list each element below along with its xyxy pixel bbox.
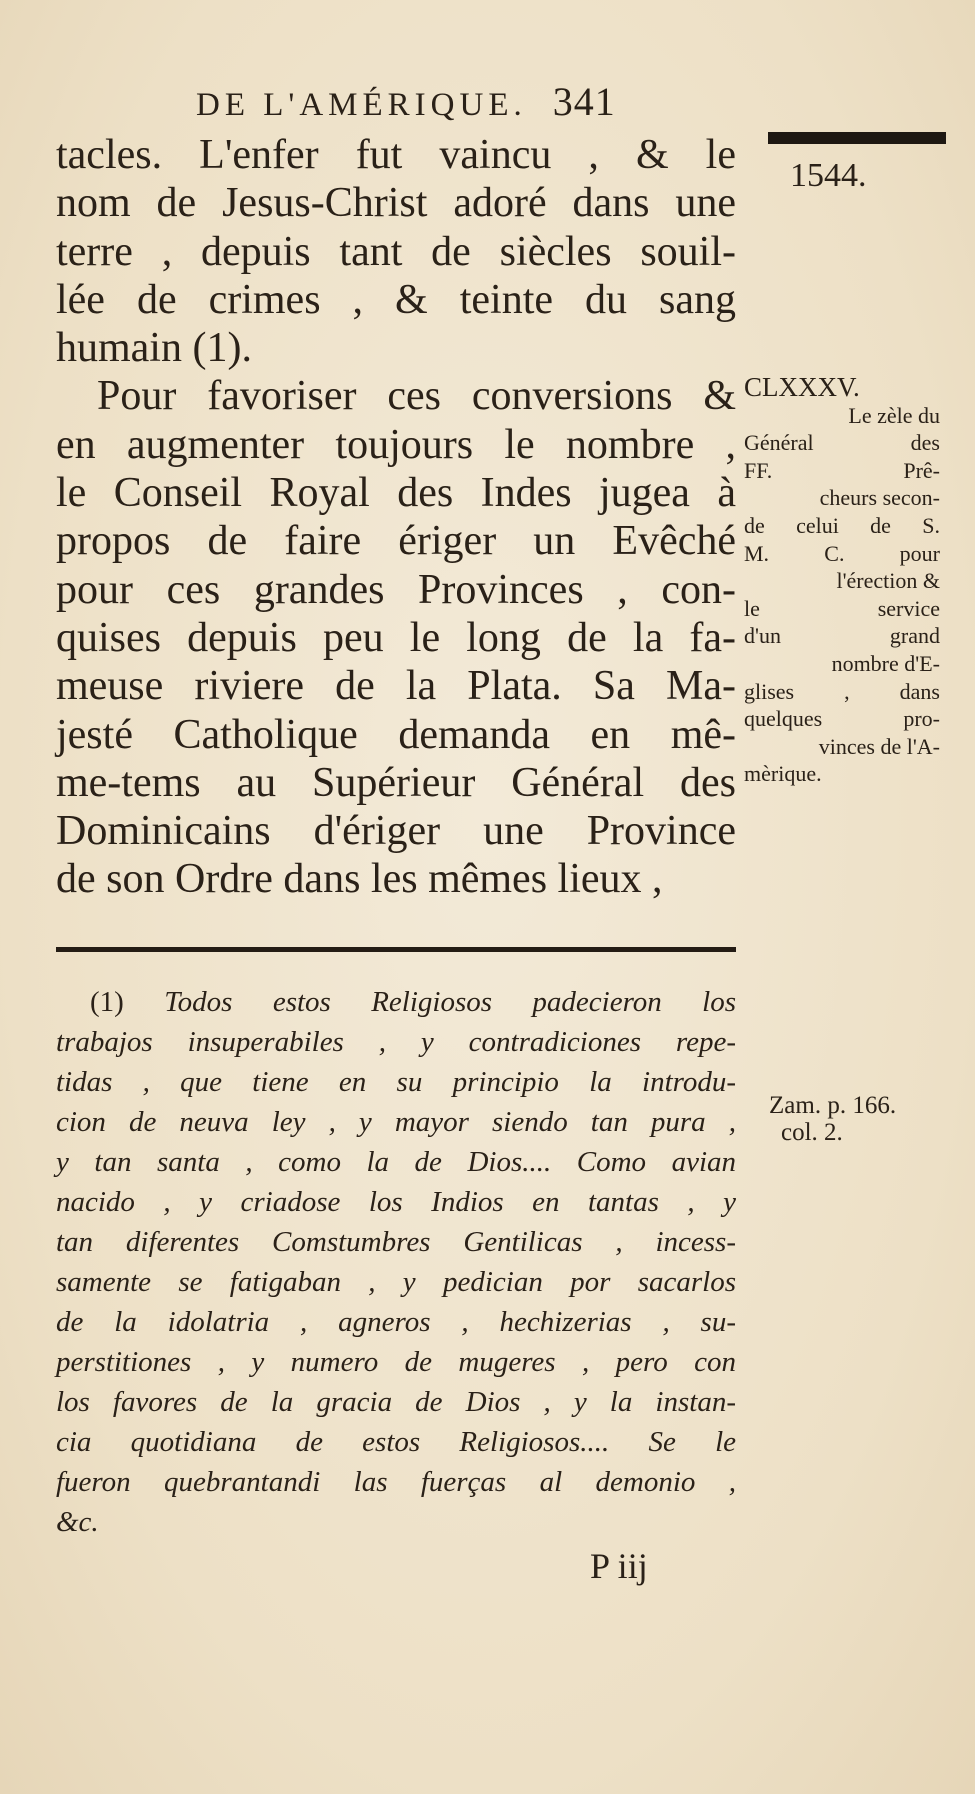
- margin-note: [744, 374, 940, 788]
- main-text-line: le Conseil Royal des Indes jugea à: [56, 470, 736, 517]
- margin-note-line: l'érection &: [836, 568, 940, 594]
- footnote-mark: (1): [90, 986, 124, 1018]
- margin-year: 1544.: [790, 157, 867, 194]
- main-text-line: lée de crimes , & teinte du sang: [56, 276, 736, 323]
- footnote-reference: [769, 1092, 896, 1146]
- main-text-line: pour ces grandes Provinces , con-: [56, 566, 736, 613]
- margin-note-line: de celui de S.: [744, 512, 940, 538]
- footnote-line: fueron quebrantandi las fuerças al demonio ,: [56, 1466, 736, 1498]
- footnote-line: perstitiones , y numero de mugeres , pero con: [56, 1346, 736, 1378]
- footnote-line: tidas , que tiene en su principio la introdu-: [56, 1066, 736, 1098]
- footnote-line: tan diferentes Comstumbres Gentilicas , incess-: [56, 1226, 736, 1258]
- main-text-line: jesté Catholique demanda en mê-: [56, 711, 736, 758]
- footnote-line: [56, 982, 736, 1022]
- footnote-line: los favores de la gracia de Dios , y la instan-: [56, 1386, 736, 1418]
- margin-note-line: nombre d'E-: [831, 650, 940, 676]
- margin-note-line: mèrique.: [744, 761, 822, 787]
- margin-year-rule: [768, 132, 946, 144]
- main-text-line: meuse riviere de la Plata. Sa Ma-: [56, 663, 736, 710]
- footnote-line: de la idolatria , agneros , hechizerias , su-: [56, 1306, 736, 1338]
- footnote-line: samente se fatigaban , y pedician por sacarlos: [56, 1266, 736, 1298]
- footnote-line: nacido , y criadose los Indios en tantas , y: [56, 1186, 736, 1218]
- main-text-line: de son Ordre dans les mêmes lieux ,: [56, 856, 663, 903]
- signature-mark: P iij: [590, 1546, 648, 1586]
- reference-source: Zam. p. 166.: [769, 1092, 897, 1119]
- main-text-line: tacles. L'enfer fut vaincu , & le: [56, 132, 736, 178]
- margin-note-line: le service: [744, 595, 940, 621]
- main-text-line: me-tems au Supérieur Général des: [56, 759, 736, 806]
- running-title: DE L'AMÉRIQUE.: [196, 87, 527, 123]
- reference-column: col. 2.: [781, 1119, 843, 1146]
- main-text-line: terre , depuis tant de siècles souil-: [56, 228, 736, 275]
- main-text: [56, 131, 736, 904]
- footnote-divider: [56, 947, 736, 952]
- margin-note-line: d'un grand: [744, 623, 940, 649]
- margin-note-line: M. C. pour: [744, 540, 940, 566]
- margin-note-line: quelques pro-: [744, 706, 940, 732]
- main-text-line: humain (1).: [56, 325, 252, 372]
- footnote-line: trabajos insuperabiles , y contradiciones repe-: [56, 1026, 736, 1058]
- footnote-line: y tan santa , como la de Dios.... Como avian: [56, 1146, 736, 1178]
- main-text-line: quises depuis peu le long de la fa-: [56, 614, 736, 661]
- margin-note-line: Général des: [744, 430, 940, 456]
- margin-note-line: FF. Prê-: [744, 457, 940, 483]
- margin-note-line: Le zèle du: [848, 402, 940, 428]
- running-head: [196, 78, 736, 128]
- footnote-line: cion de neuva ley , y mayor siendo tan pura ,: [56, 1106, 736, 1138]
- margin-note-line: glises , dans: [744, 678, 940, 704]
- main-text-line: Dominicains d'ériger une Province: [56, 808, 736, 855]
- main-text-line: nom de Jesus-Christ adoré dans une: [56, 180, 736, 227]
- footnote-line-text: Todos estos Religiosos padecieron los: [164, 986, 736, 1018]
- footnote-line: &c.: [56, 1506, 99, 1538]
- margin-note-line: vinces de l'A-: [818, 733, 940, 759]
- page-number: 341: [552, 79, 616, 124]
- main-text-line: Pour favoriser ces conversions &: [97, 373, 736, 420]
- main-text-line: en augmenter toujours le nombre ,: [56, 421, 736, 468]
- footnote: [56, 982, 736, 1542]
- margin-note-heading: CLXXXV.: [744, 372, 860, 402]
- margin-note-line: cheurs secon-: [819, 485, 940, 511]
- main-text-line: propos de faire ériger un Evêché: [56, 518, 736, 565]
- footnote-line: cia quotidiana de estos Religiosos.... Se le: [56, 1426, 736, 1458]
